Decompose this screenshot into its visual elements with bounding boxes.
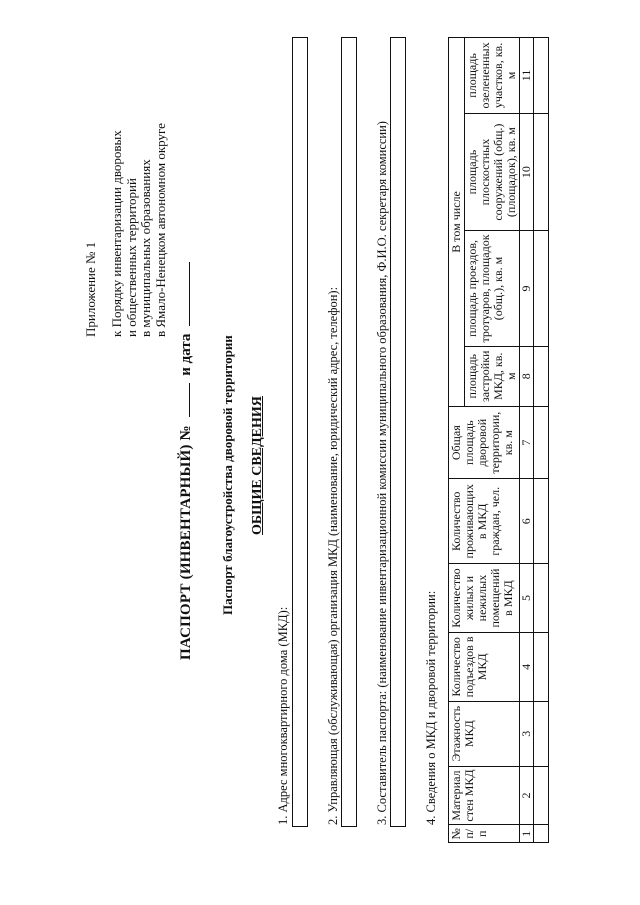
passport-title-text: ПАСПОРТ (ИНВЕНТАРНЫЙ) № [178, 425, 194, 660]
data-cell[interactable] [534, 701, 549, 766]
appendix-title: Приложение № 1 [83, 241, 98, 337]
address-field[interactable] [292, 37, 308, 827]
section-1-label: 1. Адрес многоквартирного дома (МКД): [276, 606, 290, 825]
header-cell: Количество проживающих в МКД граждан, чел. [449, 479, 520, 564]
passport-subtitle: Паспорт благоустройства дворовой территории [220, 335, 235, 615]
table-header-row [449, 38, 465, 843]
header-cell: № п/п [449, 825, 520, 843]
appendix-line: в муниципальных образованиях [138, 159, 153, 337]
number-blank[interactable] [189, 383, 190, 417]
column-number: 5 [520, 564, 534, 633]
appendix-line: и общественных территорий [123, 178, 139, 337]
column-number: 3 [520, 701, 534, 766]
mkd-info-table [448, 37, 549, 843]
data-cell[interactable] [534, 766, 549, 825]
column-number: 7 [520, 406, 534, 479]
data-cell[interactable] [534, 406, 549, 479]
passport-title [178, 262, 195, 660]
column-number-row [520, 38, 534, 843]
data-cell[interactable] [534, 479, 549, 564]
data-cell[interactable] [534, 113, 549, 230]
data-cell[interactable] [534, 825, 549, 843]
date-label: и дата [178, 333, 194, 376]
column-number: 6 [520, 479, 534, 564]
header-cell: Количество подъездов в МКД [449, 632, 520, 701]
column-number: 1 [520, 825, 534, 843]
header-cell: площадь плоскостных сооружений (общ.) (площадок), кв. м [465, 113, 520, 230]
table-data-row [534, 38, 549, 843]
data-cell[interactable] [534, 346, 549, 406]
section-3-label: 3. Составитель паспорта: (наименование инвентаризационной комиссии муниципального образования, Ф.И.О. секретаря комиссии) [375, 121, 389, 825]
management-org-field[interactable] [341, 37, 357, 827]
header-cell: площадь проездов, тротуаров, площадок (общ.), кв. м [465, 231, 520, 346]
data-cell[interactable] [534, 38, 549, 114]
appendix-lines [110, 123, 168, 337]
header-cell: Материал стен МКД [449, 766, 520, 825]
column-number: 9 [520, 231, 534, 346]
section-4-label: 4. Сведения о МКД и дворовой территории: [424, 590, 438, 825]
header-group-cell: В том числе [449, 38, 465, 407]
compiler-field[interactable] [390, 37, 406, 827]
header-cell: площадь озелененных участков, кв. м [465, 38, 520, 114]
date-blank[interactable] [189, 262, 190, 326]
data-cell[interactable] [534, 231, 549, 346]
data-cell[interactable] [534, 632, 549, 701]
data-cell[interactable] [534, 564, 549, 633]
appendix-line: к Порядку инвентаризации дворовых [109, 130, 124, 337]
header-cell: Количество жилых и нежилых помещений в МКД [449, 564, 520, 633]
column-number: 4 [520, 632, 534, 701]
column-number: 10 [520, 113, 534, 230]
section-2-label: 2. Управляющая (обслуживающая) организация МКД (наименование, юридический адрес, телефон): [326, 286, 340, 825]
column-number: 11 [520, 38, 534, 114]
header-cell: площадь застройки МКД, кв. м [465, 346, 520, 406]
header-cell: Этажность МКД [449, 701, 520, 766]
header-cell: Общая площадь дворовой территории, кв. м [449, 406, 520, 479]
appendix-line: в Ямало-Ненецком автономном округе [152, 123, 168, 337]
general-info-heading: ОБЩИЕ СВЕДЕНИЯ [250, 396, 265, 535]
column-number: 2 [520, 766, 534, 825]
column-number: 8 [520, 346, 534, 406]
